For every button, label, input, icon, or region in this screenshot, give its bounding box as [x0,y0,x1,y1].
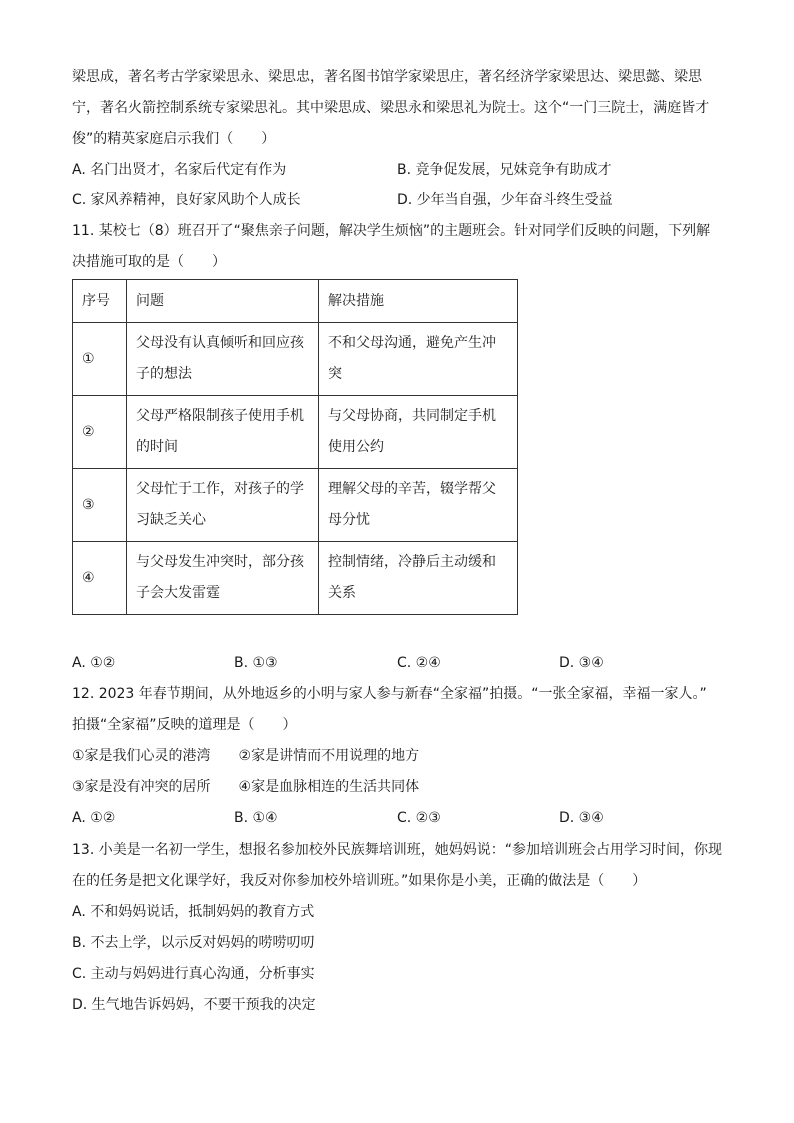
solution-text: 与父母协商，共同制定手机使用公约 [328,408,496,455]
q11-table [72,279,518,615]
problem-text: 父母严格限制孩子使用手机的时间 [136,408,304,455]
q12-stem-line-2: 拍摄“全家福”反映的道理是（ ） [72,717,297,733]
row-index-cell: ① [73,323,127,396]
q11-option-d[interactable]: D. ③④ [559,655,604,671]
problem-text: 父母没有认真倾听和回应孩子的想法 [136,335,304,382]
row-problem-cell [127,396,319,469]
q12-option-b[interactable]: B. ①④ [234,810,278,826]
row-problem-cell [127,542,319,615]
table-row [73,542,518,615]
q12-statements-line-2: ③家是没有冲突的居所 ④家是血脉相连的生活共同体 [72,779,420,795]
header-cell-index: 序号 [73,280,127,323]
row-solution-cell [319,323,518,396]
q10-option-b[interactable]: B. 竞争促发展，兄妹竞争有助成才 [397,162,612,178]
solution-text: 理解父母的辛苦，辍学帮父母分忧 [328,481,496,528]
row-solution-cell [319,542,518,615]
header-cell-solution: 解决措施 [319,280,518,323]
row-solution-cell [319,469,518,542]
q12-option-a[interactable]: A. ①② [72,810,116,826]
q10-stem-line-2: 宁，著名火箭控制系统专家梁思礼。其中梁思成、梁思永和梁思礼为院士。这个“一门三院士，满庭皆才 [72,100,710,116]
q12-statements-line-1: ①家是我们心灵的港湾 ②家是讲情而不用说理的地方 [72,748,420,764]
q12-option-c[interactable]: C. ②③ [397,810,441,826]
row-problem-cell [127,323,319,396]
q11-stem-line-1: 11. 某校七（8）班召开了“聚焦亲子问题，解决学生烦恼”的主题班会。针对同学们反映的问题，下列解 [72,223,711,239]
q13-option-b[interactable]: B. 不去上学，以示反对妈妈的唠唠叨叨 [72,935,315,951]
q10-stem-line-1: 梁思成，著名考古学家梁思永、梁思忠，著名图书馆学家梁思庄，著名经济学家梁思达、梁思懿、梁思 [72,69,702,85]
q13-option-c[interactable]: C. 主动与妈妈进行真心沟通，分析事实 [72,966,315,982]
q10-stem-line-3: 俊”的精英家庭启示我们（ ） [72,131,276,147]
q11-option-a[interactable]: A. ①② [72,655,116,671]
row-problem-cell [127,469,319,542]
q10-option-d[interactable]: D. 少年当自强，少年奋斗终生受益 [397,192,613,208]
solution-text: 控制情绪，冷静后主动缓和关系 [328,554,496,601]
problem-text: 与父母发生冲突时，部分孩子会大发雷霆 [136,554,304,601]
row-index-cell: ④ [73,542,127,615]
q12-stem-line-1: 12. 2023 年春节期间，从外地返乡的小明与家人参与新春“全家福”拍摄。“一张全家福，幸福一家人。” [72,686,707,702]
q11-option-c[interactable]: C. ②④ [397,655,441,671]
table-row [73,469,518,542]
table-row [73,396,518,469]
problem-text: 父母忙于工作，对孩子的学习缺乏关心 [136,481,304,528]
q13-option-a[interactable]: A. 不和妈妈说话，抵制妈妈的教育方式 [72,904,315,920]
table-header-row [73,280,518,323]
row-index-cell: ② [73,396,127,469]
row-solution-cell [319,396,518,469]
row-index-cell: ③ [73,469,127,542]
q10-option-c[interactable]: C. 家风养精神，良好家风助个人成长 [72,192,301,208]
q13-stem-line-2: 在的任务是把文化课学好，我反对你参加校外培训班。”如果你是小美，正确的做法是（ ） [72,873,647,889]
q11-option-b[interactable]: B. ①③ [234,655,278,671]
q13-stem-line-1: 13. 小美是一名初一学生，想报名参加校外民族舞培训班，她妈妈说：“参加培训班会占用学习时间，你现 [72,842,722,858]
q12-option-d[interactable]: D. ③④ [559,810,604,826]
header-cell-problem: 问题 [127,280,319,323]
solution-text: 不和父母沟通，避免产生冲突 [328,335,496,382]
q13-option-d[interactable]: D. 生气地告诉妈妈，不要干预我的决定 [72,997,316,1013]
table-row [73,323,518,396]
q10-option-a[interactable]: A. 名门出贤才，名家后代定有作为 [72,162,287,178]
q11-stem-line-2: 决措施可取的是（ ） [72,254,226,270]
